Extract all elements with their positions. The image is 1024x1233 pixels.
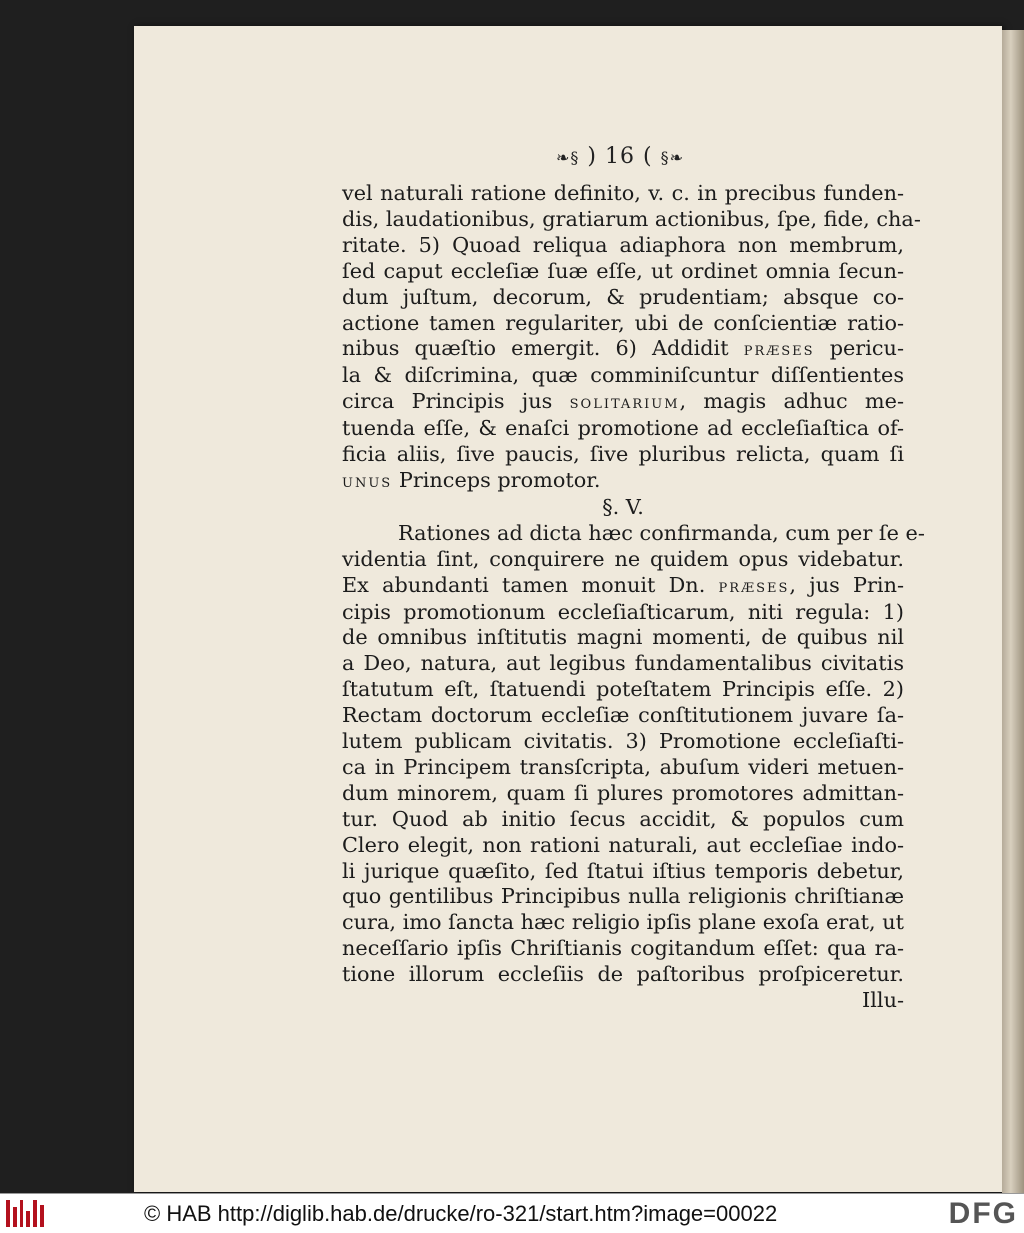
smallcaps-praeses: præses: [718, 575, 790, 597]
text-line: [342, 468, 904, 495]
footer-bar: [0, 1193, 1024, 1233]
text-segment: , jus Prin-: [789, 572, 904, 597]
dfg-logo[interactable]: DFG: [948, 1197, 1018, 1230]
text-line: tuenda eſſe, & enaſci promotione ad eccleſiaſtica of-: [342, 416, 904, 441]
text-line: ca in Principem transſcripta, abuſum videri metuen-: [342, 754, 904, 779]
smallcaps-solitarium: solitarium: [569, 392, 680, 414]
page-number: ) 16 (: [587, 144, 653, 169]
text-segment: pericu-: [829, 336, 904, 361]
ornament-right-icon: §❧: [660, 148, 684, 167]
text-line: ficia aliis, ſive paucis, ſive pluribus relicta, quam ſi: [342, 442, 904, 467]
text-line: lutem publicam civitatis. 3) Promotione eccleſiaſti-: [342, 729, 904, 754]
text-line: dum juſtum, decorum, & prudentiam; absque co-: [342, 284, 904, 309]
text-line: videntia ſint, conquirere ne quidem opus videbatur.: [342, 546, 904, 571]
text-segment: circa Principis jus: [342, 389, 553, 414]
text-line: actione tamen regulariter, ubi de conſcientiæ ratio-: [342, 310, 904, 335]
text-line: quo gentilibus Principibus nulla religionis chriſtianæ: [342, 884, 904, 909]
text-line: [342, 389, 904, 416]
text-line: ſtatutum eſt, ſtatuendi poteſtatem Principis eſſe. 2): [342, 677, 904, 702]
text-segment: Princeps promotor.: [398, 467, 601, 492]
ornament-left-icon: ❧§: [556, 148, 580, 167]
text-line: tione illorum eccleſiis de paſtoribus proſpiceretur.: [342, 962, 904, 987]
book-spine: [1002, 30, 1024, 1193]
text-segment: Ex abundanti tamen monuit Dn.: [342, 572, 706, 597]
smallcaps-unus: unus: [342, 470, 393, 492]
text-line: ritate. 5) Quoad reliqua adiaphora non membrum,: [342, 232, 904, 257]
text-line: la & diſcrimina, quæ comminiſcuntur diſſentientes: [342, 363, 904, 388]
body-text: [342, 181, 925, 1014]
text-line: [342, 573, 904, 600]
hab-logo-icon[interactable]: [6, 1200, 44, 1227]
text-line: cipis promotionum eccleſiaſticarum, niti regula: 1): [342, 599, 904, 624]
text-line: de omnibus inſtitutis magni momenti, de quibus nil: [342, 625, 904, 650]
text-line: dis, laudationibus, gratiarum actionibus, ſpe, fide, cha-: [342, 206, 921, 231]
page-header: [515, 144, 725, 172]
text-line: dum minorem, quam ſi plures promotores admittan-: [342, 780, 904, 805]
catchword: Illu-: [862, 988, 904, 1013]
text-line: Rectam doctorum eccleſiæ conſtitutionem juvare ſa-: [342, 703, 904, 728]
text-line: cura, imo ſancta hæc religio ipſis plane exoſa erat, ut: [342, 910, 904, 935]
text-segment: nibus quæſtio emergit. 6) Addidit: [342, 336, 729, 361]
text-segment: , magis adhuc me-: [679, 389, 904, 414]
text-line: Rationes ad dicta hæc confirmanda, cum per ſe e-: [398, 520, 925, 545]
text-line: tur. Quod ab initio ſecus accidit, & populos cum: [342, 806, 904, 831]
text-line: li jurique quæſito, ſed ſtatui iſtius temporis debetur,: [342, 858, 904, 883]
text-line: vel naturali ratione definito, v. c. in precibus funden-: [342, 181, 904, 205]
text-line: a Deo, natura, aut legibus fundamentalibus civitatis: [342, 651, 904, 676]
section-heading: §. V.: [602, 494, 644, 519]
text-line: Clero elegit, non rationi naturali, aut eccleſiae indo-: [342, 832, 904, 857]
text-line: [342, 336, 904, 363]
smallcaps-praeses: præses: [743, 339, 815, 361]
text-line: neceſſario ipſis Chriſtianis cogitandum eſſet: qua ra-: [342, 936, 904, 961]
footer-url-link[interactable]: © HAB http://diglib.hab.de/drucke/ro-321/start.htm?image=00022: [144, 1201, 778, 1226]
text-line: ſed caput eccleſiæ ſuæ eſſe, ut ordinet omnia ſecun-: [342, 258, 904, 283]
